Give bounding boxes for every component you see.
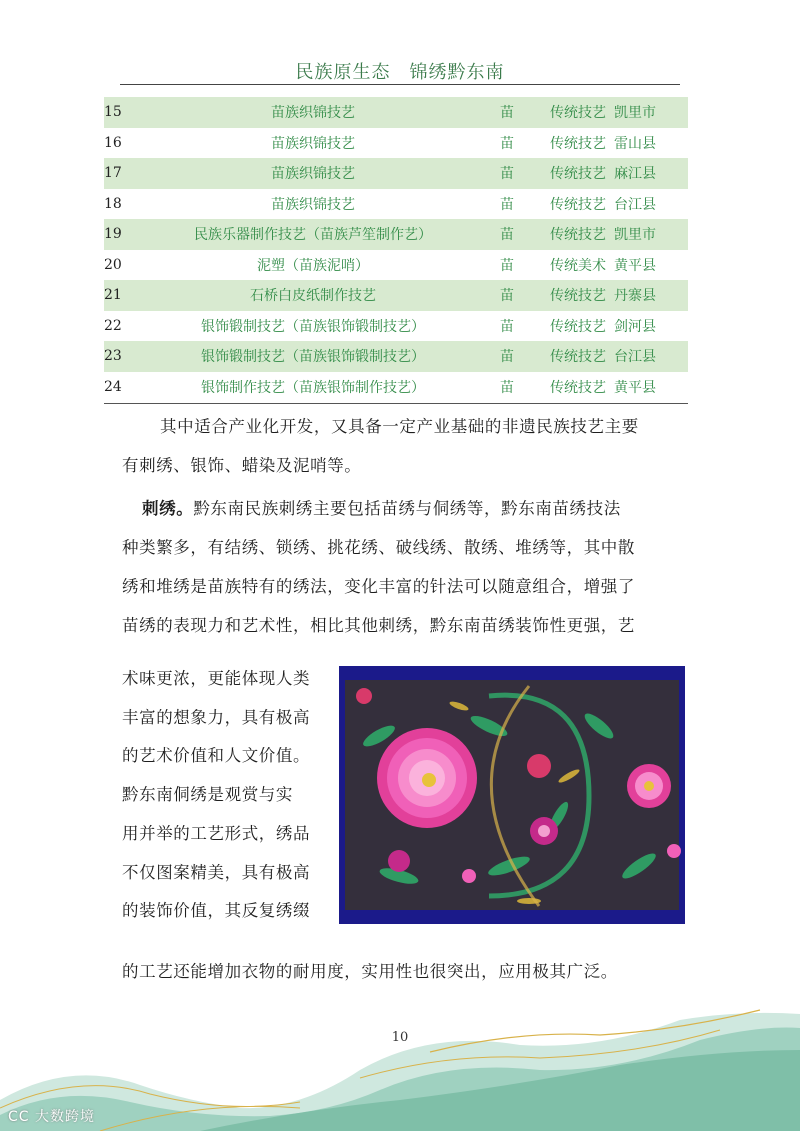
heritage-name: 石桥白皮纸制作技艺 [154,280,472,311]
row-number: 24 [104,378,122,395]
region: 黄平县 [614,379,656,396]
table-row [104,280,688,311]
ethnic-group: 苗 [472,219,542,250]
ethnic-group: 苗 [472,341,542,372]
row-number: 20 [104,256,122,273]
heritage-category: 传统技艺 [542,97,614,128]
page-header-title: 民族原生态 锦绣黔东南 [295,62,505,83]
table-row [104,97,688,128]
heritage-category: 传统技艺 [542,341,614,372]
row-number: 17 [104,158,154,189]
heritage-category: 传统技艺 [550,135,606,152]
intro-paragraph-line-1: 其中适合产业化开发，又具备一定产业基础的非遗民族技艺主要 [160,417,639,436]
table-row [104,219,688,250]
table-row [104,311,688,342]
table-bottom-divider [104,403,688,404]
wrapped-text-line: 术味更浓，更能体现人类 [122,669,311,688]
heritage-name: 苗族织锦技艺 [154,158,472,189]
wrapped-text-line: 黔东南侗绣是观赏与实 [122,785,293,805]
mountain-wave-decoration [0,990,800,1131]
heritage-name: 苗族织锦技艺 [154,97,472,128]
row-number: 23 [104,341,154,372]
table-row [104,372,688,403]
ethnic-group: 苗 [500,379,514,396]
region: 凯里市 [614,219,688,250]
ethnic-group: 苗 [500,257,514,274]
heritage-category: 传统技艺 [542,280,614,311]
region: 麻江县 [614,158,688,189]
embroidery-paragraph-text: 黔东南民族刺绣主要包括苗绣与侗绣等，黔东南苗绣技法 [193,499,621,518]
table-row [104,189,688,220]
region: 雷山县 [614,135,656,152]
table-row [104,341,688,372]
ethnic-group: 苗 [472,280,542,311]
heritage-table [104,97,688,402]
header-divider [120,84,680,85]
heritage-name: 民族乐器制作技艺（苗族芦笙制作艺） [154,219,472,250]
row-number: 21 [104,280,154,311]
heritage-category: 传统技艺 [550,196,606,213]
embroidery-paragraph-line-4: 苗绣的表现力和艺术性，相比其他刺绣，黔东南苗绣装饰性更强，艺 [122,616,635,635]
heritage-name: 银饰制作技艺（苗族银饰制作技艺） [201,379,425,396]
region: 剑河县 [614,318,656,335]
embroidery-paragraph-line-1 [142,489,621,528]
embroidery-paragraph-line-3: 绣和堆绣是苗族特有的绣法，变化丰富的针法可以随意组合，增强了 [122,577,635,596]
heritage-name: 苗族织锦技艺 [271,196,355,213]
region: 丹寨县 [614,280,688,311]
row-number: 16 [104,134,122,151]
wrapped-text-line: 丰富的想象力，具有极高 [122,707,311,727]
row-number: 15 [104,97,154,128]
heritage-category: 传统美术 [550,257,606,274]
ethnic-group: 苗 [472,158,542,189]
embroidery-paragraph-line-2: 种类繁多，有结绣、锁绣、挑花绣、破线绣、散绣、堆绣等，其中散 [122,538,635,557]
heritage-name: 银饰锻制技艺（苗族银饰锻制技艺） [154,341,472,372]
row-number: 19 [104,219,154,250]
row-number: 22 [104,317,122,334]
wrapped-text-line: 用并举的工艺形式，绣品 [122,823,311,843]
table-row [104,128,688,159]
final-paragraph-line: 的工艺还能增加衣物的耐用度，实用性也很突出，应用极其广泛。 [122,962,618,981]
heritage-category: 传统技艺 [550,379,606,396]
wrapped-text-line: 的艺术价值和人文价值。 [122,746,311,766]
intro-paragraph-line-2: 有刺绣、银饰、蜡染及泥哨等。 [122,456,362,475]
row-number: 18 [104,195,122,212]
ethnic-group: 苗 [500,318,514,335]
table-row [104,158,688,189]
heritage-category: 传统技艺 [542,158,614,189]
wrapped-text-line: 的装饰价值，其反复绣缀 [122,901,311,921]
heritage-name: 银饰锻制技艺（苗族银饰锻制技艺） [201,318,425,335]
watermark: CC 大数跨境 [8,1109,96,1125]
region: 黄平县 [614,257,656,274]
region: 凯里市 [614,97,688,128]
embroidery-photo [339,666,685,924]
region: 台江县 [614,341,688,372]
embroidery-lead-term: 刺绣。 [142,499,194,518]
table-row [104,250,688,281]
ethnic-group: 苗 [500,135,514,152]
ethnic-group: 苗 [472,97,542,128]
heritage-category: 传统技艺 [542,219,614,250]
wrapped-text-line: 不仅图案精美，具有极高 [122,862,311,882]
ethnic-group: 苗 [500,196,514,213]
region: 台江县 [614,196,656,213]
heritage-name: 苗族织锦技艺 [271,135,355,152]
heritage-name: 泥塑（苗族泥哨） [257,257,369,274]
heritage-category: 传统技艺 [550,318,606,335]
page-number: 10 [391,1030,409,1045]
